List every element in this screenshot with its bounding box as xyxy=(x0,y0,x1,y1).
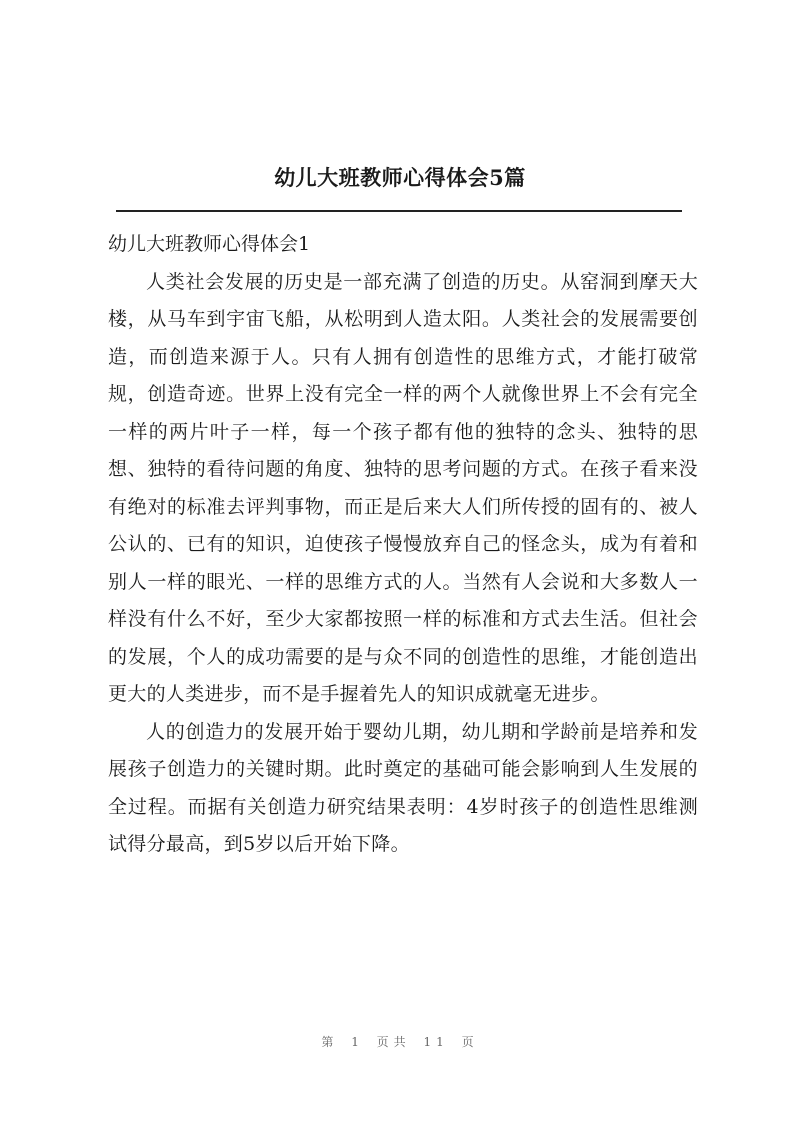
footer-total-pages: 11 xyxy=(423,1035,449,1049)
document-title: 幼儿大班教师心得体会5篇 xyxy=(274,165,526,190)
footer-prefix: 第 xyxy=(321,1035,339,1049)
page-footer xyxy=(0,1033,800,1050)
paragraph-1: 人类社会发展的历史是一部充满了创造的历史。从窑洞到摩天大楼，从马车到宇宙飞船，从松明到人造太阳。人类社会的发展需要创造，而创造来源于人。只有人拥有创造性的思维方式，才能打破常规，创造奇迹。世界上没有完全一样的两个人就像世界上不会有完全一样的两片叶子一样，每一个孩子都有他的独特的念头、独特的思想、独特的看待问题的角度、独特的思考问题的方式。在孩子看来没有绝对的标准去评判事物，而正是后来大人们所传授的固有的、被人公认的、已有的知识，迫使孩子慢慢放弃自己的怪念头，成为有着和别人一样的眼光、一样的思维方式的人。当然有人会说和大多数人一样没有什么不好，至少大家都按照一样的标准和方式去生活。但社会的发展，个人的成功需要的是与众不同的创造性的思维，才能创造出更大的人类进步，而不是手握着先人的知识成就毫无进步。 xyxy=(108,270,698,705)
document-body xyxy=(108,226,698,864)
paragraph-2: 人的创造力的发展开始于婴幼儿期，幼儿期和学龄前是培养和发展孩子创造力的关键时期。此时奠定的基础可能会影响到人生发展的全过程。而据有关创造力研究结果表明：4岁时孩子的创造性思维测试得分最高，到5岁以后开始下降。 xyxy=(108,720,698,855)
footer-middle: 页共 xyxy=(376,1035,411,1049)
footer-suffix: 页 xyxy=(461,1035,479,1049)
footer-page-number: 1 xyxy=(351,1035,364,1049)
section-heading: 幼儿大班教师心得体会1 xyxy=(108,233,311,255)
title-underline-rule xyxy=(116,210,682,212)
